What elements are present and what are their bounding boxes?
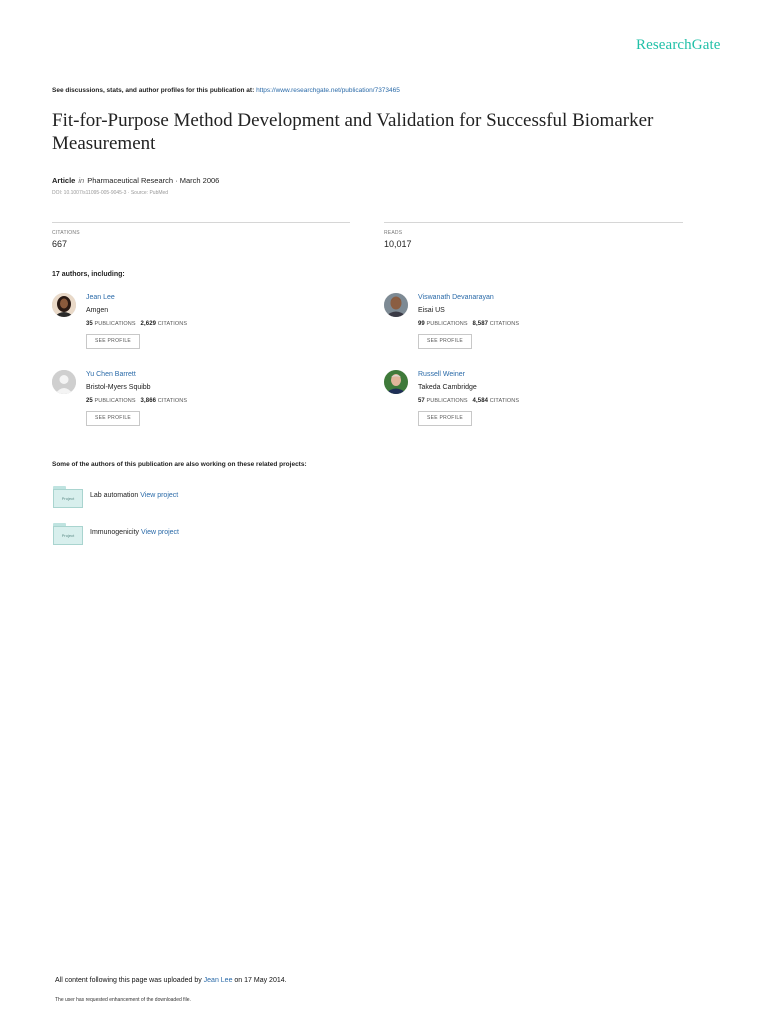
see-profile-button[interactable]: SEE PROFILE <box>86 411 140 426</box>
author-stats <box>86 321 187 327</box>
reads-label: READS <box>384 230 403 236</box>
see-profile-button[interactable]: SEE PROFILE <box>418 411 472 426</box>
view-project-link[interactable]: View project <box>140 529 179 536</box>
author-institution: Eisai US <box>418 307 445 314</box>
author-card <box>384 370 684 434</box>
publications-label: PUBLICATIONS <box>426 398 468 404</box>
author-name[interactable]: Viswanath Devanarayan <box>418 294 494 301</box>
enhancement-note: The user has requested enhancement of the downloaded file. <box>55 997 191 1003</box>
publication-count: 25 <box>86 398 93 404</box>
citations-label: CITATIONS <box>157 321 188 327</box>
project-name: Immunogenicity <box>90 529 140 536</box>
publications-label: PUBLICATIONS <box>94 398 136 404</box>
project-item <box>53 523 453 547</box>
researchgate-logo[interactable]: ResearchGate <box>636 37 721 53</box>
avatar[interactable] <box>52 370 76 394</box>
publication-count: 35 <box>86 321 93 327</box>
project-line <box>90 529 179 536</box>
author-institution: Takeda Cambridge <box>418 384 477 391</box>
article-type: Article <box>52 176 76 185</box>
author-name[interactable]: Jean Lee <box>86 294 115 301</box>
citations-divider <box>52 222 350 223</box>
author-stats <box>418 321 519 327</box>
citation-count: 8,587 <box>472 321 489 327</box>
journal-date[interactable]: Pharmaceutical Research · March 2006 <box>87 176 220 185</box>
citations-label: CITATIONS <box>52 230 80 236</box>
author-stats <box>418 398 519 404</box>
project-item <box>53 486 453 510</box>
author-institution: Bristol-Myers Squibb <box>86 384 151 391</box>
publication-count: 57 <box>418 398 425 404</box>
in-label: in <box>78 176 85 185</box>
citations-label: CITATIONS <box>157 398 188 404</box>
see-profile-button[interactable]: SEE PROFILE <box>418 334 472 349</box>
publication-count: 99 <box>418 321 425 327</box>
uploader-link[interactable]: Jean Lee <box>203 977 233 984</box>
related-projects-heading: Some of the authors of this publication are also working on these related projects: <box>52 461 307 468</box>
author-institution: Amgen <box>86 307 109 314</box>
project-name: Lab automation <box>90 492 139 499</box>
discussions-text: See discussions, stats, and author profiles for this publication at: <box>52 87 257 94</box>
avatar[interactable] <box>52 293 76 317</box>
see-profile-button[interactable]: SEE PROFILE <box>86 334 140 349</box>
citations-value: 667 <box>52 239 68 249</box>
publications-label: PUBLICATIONS <box>94 321 136 327</box>
author-name[interactable]: Yu Chen Barrett <box>86 371 136 378</box>
folder-label: Project <box>53 489 83 508</box>
publication-url-link[interactable]: https://www.researchgate.net/publication/7373465 <box>256 87 400 94</box>
upload-notice <box>55 977 287 984</box>
citations-label: CITATIONS <box>489 398 520 404</box>
avatar[interactable] <box>384 293 408 317</box>
citation-count: 4,584 <box>472 398 489 404</box>
uploaded-prefix: All content following this page was uploaded by <box>55 977 204 984</box>
authors-heading: 17 authors, including: <box>52 271 125 278</box>
uploaded-suffix: on 17 May 2014. <box>232 977 287 984</box>
avatar[interactable] <box>384 370 408 394</box>
view-project-link[interactable]: View project <box>140 492 179 499</box>
folder-label: Project <box>53 526 83 545</box>
doi-line: DOI: 10.1007/s11095-005-9045-3 · Source: PubMed <box>52 190 169 196</box>
project-line <box>90 492 178 499</box>
citations-label: CITATIONS <box>489 321 520 327</box>
author-card <box>384 293 684 357</box>
author-card <box>52 293 352 357</box>
author-card <box>52 370 352 434</box>
project-folder-icon <box>53 523 83 545</box>
author-name[interactable]: Russell Weiner <box>418 371 465 378</box>
citation-count: 2,629 <box>140 321 157 327</box>
reads-value: 10,017 <box>384 239 412 249</box>
article-title: Fit-for-Purpose Method Development and Validation for Successful Biomarker Measurement <box>52 110 654 154</box>
citation-count: 3,866 <box>140 398 157 404</box>
article-meta <box>52 176 219 185</box>
discussions-line <box>52 87 400 94</box>
publications-label: PUBLICATIONS <box>426 321 468 327</box>
author-stats <box>86 398 187 404</box>
reads-divider <box>384 222 683 223</box>
project-folder-icon <box>53 486 83 508</box>
